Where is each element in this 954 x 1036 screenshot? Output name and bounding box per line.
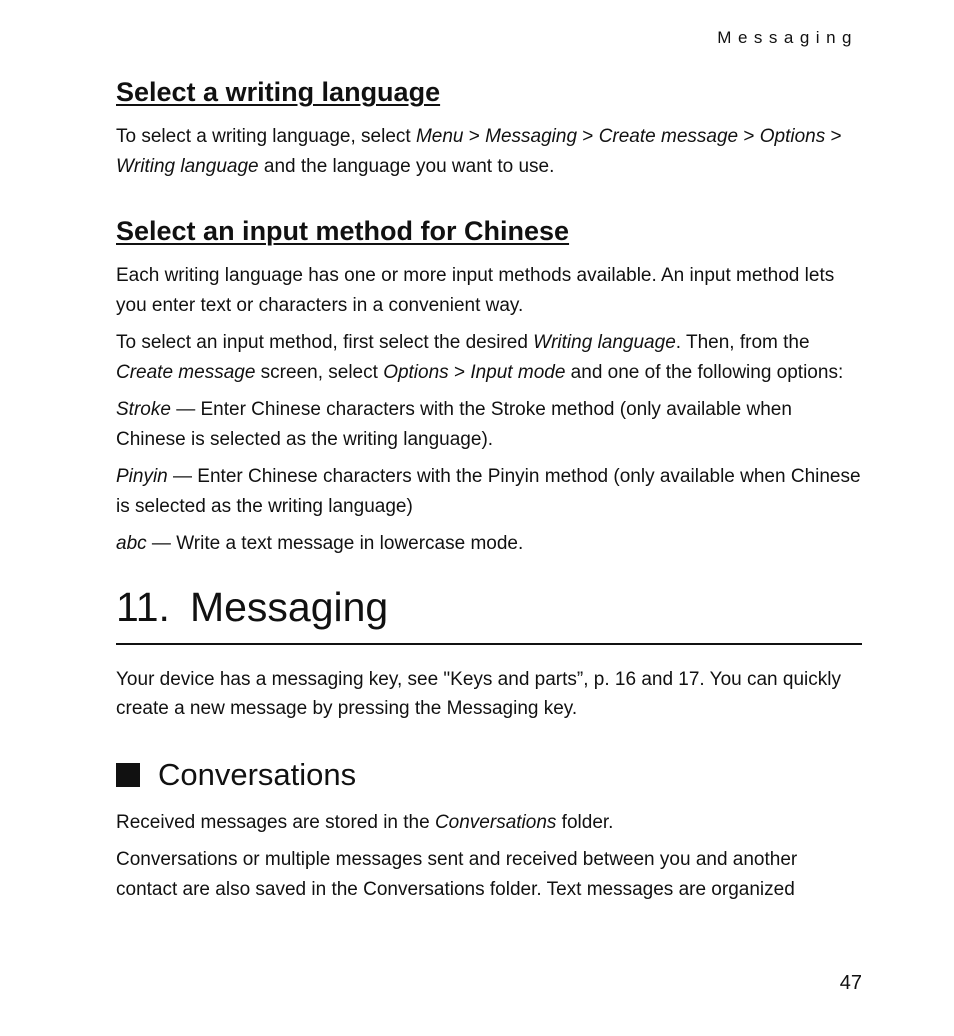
option-abc: abc — Write a text message in lowercase mode. bbox=[116, 533, 524, 554]
option-term: abc bbox=[116, 533, 147, 554]
paragraph-writing-language: To select a writing language, select Menu > Messaging > Create message > Options > Writing language and the language you want to use. bbox=[116, 126, 842, 177]
heading-input-method: Select an input method for Chinese bbox=[116, 216, 570, 246]
heading-conversations: Conversations bbox=[116, 754, 862, 796]
paragraph-conversations-detail: Conversations or multiple messages sent and received between you and another contact are also saved in the Conversations folder. Text messages are organized bbox=[116, 849, 798, 900]
paragraph-select-input-method: To select an input method, first select the desired Writing language. Then, from the Create message screen, select Options > Input mode and one of the following options: bbox=[116, 332, 844, 383]
menu-path-options: Options bbox=[759, 126, 826, 147]
paragraph-input-method-intro: Each writing language has one or more input methods available. An input method lets you enter text or characters in a convenient way. bbox=[116, 265, 835, 316]
square-bullet-icon bbox=[116, 763, 140, 787]
heading-writing-language: Select a writing language bbox=[116, 77, 441, 107]
menu-path-menu: Menu bbox=[415, 126, 464, 147]
option-pinyin: Pinyin — Enter Chinese characters with the Pinyin method (only available when Chinese is selected as the writing language) bbox=[116, 466, 861, 517]
option-term: Pinyin bbox=[116, 466, 168, 487]
chapter-intro: Your device has a messaging key, see "Keys and parts”, p. 16 and 17. You can quickly create a new message by pressing the Messaging key. bbox=[116, 668, 841, 719]
page-content bbox=[116, 72, 862, 912]
menu-path-writing-language: Writing language bbox=[116, 155, 259, 177]
page-number: 47 bbox=[839, 972, 862, 994]
paragraph-conversations-folder: Received messages are stored in the Conversations folder. bbox=[116, 811, 614, 833]
option-term: Stroke bbox=[116, 399, 171, 420]
option-stroke: Stroke — Enter Chinese characters with the Stroke method (only available when Chinese is selected as the writing language). bbox=[116, 399, 792, 450]
chapter-number: 11. bbox=[116, 583, 170, 630]
menu-path-messaging: Messaging bbox=[485, 126, 578, 147]
menu-path-create-message: Create message bbox=[598, 126, 739, 147]
running-header: Messaging bbox=[717, 28, 858, 47]
chapter-title: Messaging bbox=[189, 583, 389, 630]
chapter-heading bbox=[116, 579, 862, 645]
